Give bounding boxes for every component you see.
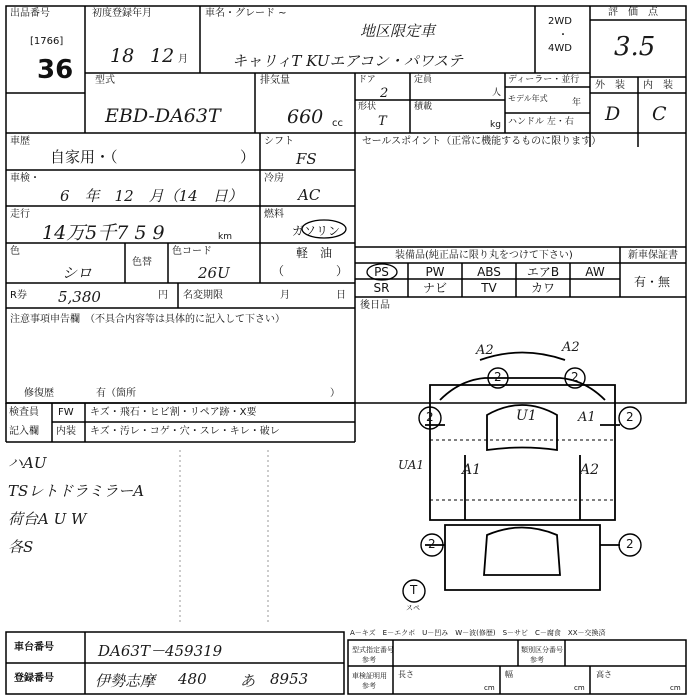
height-label: 高さ xyxy=(596,670,612,679)
warranty-value: 有・無 xyxy=(634,275,671,289)
ext-label: 外 装 xyxy=(595,80,625,91)
tire-mark-fl: 2 xyxy=(426,410,434,424)
shape-label: 形状 xyxy=(358,102,377,112)
reg-kana: あ xyxy=(240,672,256,690)
note-line-1: ハAU xyxy=(8,454,47,472)
equip-abs: ABS xyxy=(477,265,501,279)
spare-label: スペ xyxy=(406,604,420,612)
handle-label: ハンドル 左・右 xyxy=(508,117,574,127)
disp-value: 660 xyxy=(287,106,324,128)
mark-a2-right: A2 xyxy=(562,340,580,355)
int-grade: C xyxy=(652,103,667,125)
repaint-label: 色替 xyxy=(132,257,152,268)
mark-a2-mid: A2 xyxy=(580,462,600,478)
fw-label: FW xyxy=(58,407,74,418)
cert-label: 車検証明用 xyxy=(352,672,387,680)
aircon-label: 冷房 xyxy=(264,173,284,184)
shift-label: シフト xyxy=(264,136,294,147)
equip-aw: AW xyxy=(585,265,605,279)
width-label: 幅 xyxy=(505,670,513,679)
fuel-gasoline: ガソリン xyxy=(292,224,341,238)
reg-number: 8953 xyxy=(270,670,309,688)
recycle-unit: 円 xyxy=(158,290,168,301)
tire-mark-rr: 2 xyxy=(626,537,634,551)
recycle-value: 5,380 xyxy=(58,288,101,306)
equip-navi: ナビ xyxy=(422,281,447,295)
fuel-open: （ xyxy=(272,264,285,278)
inspector-label-2: 記入欄 xyxy=(9,426,39,437)
int-label: 内 装 xyxy=(643,80,673,91)
designation-label: 型式指定番号 xyxy=(352,646,394,654)
score-value: 3.5 xyxy=(614,32,656,62)
repair-yes: 有（箇所 xyxy=(96,388,136,399)
ext-grade: D xyxy=(605,103,621,125)
class-label: 類別区分番号 xyxy=(521,646,563,654)
equip-sr: SR xyxy=(373,281,390,295)
load-unit: kg xyxy=(490,120,501,130)
spare-tire-mark: T xyxy=(410,583,418,597)
mileage-label: 走行 xyxy=(10,209,30,220)
mileage-unit: km xyxy=(218,232,232,242)
recycle-label: R券 xyxy=(10,290,27,301)
model-label: 型式 xyxy=(95,75,115,86)
aircon-value: AC xyxy=(298,186,321,204)
equip-pw: PW xyxy=(425,265,445,279)
mirror-mark-l: 2 xyxy=(494,370,502,384)
mark-a1-top: A1 xyxy=(578,410,596,425)
later-date-label: 後日品 xyxy=(360,300,390,311)
legend-text: A－キズ E－エクボ U－凹み W－波(修歴) S－サビ C－腐食 XX－交換済 xyxy=(350,629,606,637)
history-value: 自家用・（ xyxy=(50,148,118,166)
history-close: ） xyxy=(240,148,256,166)
month-unit: 月 xyxy=(178,54,188,65)
fw-text: キズ・飛石・ヒビ割・リペア跡・X要 xyxy=(90,407,257,418)
model-year-label: モデル年式 xyxy=(508,94,548,103)
lot-number: 36 xyxy=(37,55,74,85)
load-label: 積載 xyxy=(414,102,433,112)
cert-ref: 参考 xyxy=(362,682,376,690)
district-limited: 地区限定車 xyxy=(360,22,436,40)
length-unit: cm xyxy=(484,684,495,692)
interior-text: キズ・汚レ・コゲ・穴・スレ・キレ・破レ xyxy=(90,426,280,437)
fuel-close: ） xyxy=(336,264,349,278)
history-label: 車歴 xyxy=(10,136,30,147)
chassis-label: 車台番号 xyxy=(14,642,54,653)
disp-unit: cc xyxy=(332,118,343,129)
note-line-4: 各S xyxy=(8,538,34,556)
first-reg-label: 初度登録年月 xyxy=(92,8,152,19)
model-value: EBD-DA63T xyxy=(105,105,221,127)
tire-mark-rl: 2 xyxy=(428,537,436,551)
designation-ref: 参考 xyxy=(362,656,376,664)
doors-value: 2 xyxy=(380,86,389,101)
capacity-label: 定員 xyxy=(414,75,433,85)
warranty-label: 新車保証書 xyxy=(628,250,678,261)
equipment-label: 装備品(純正品に限り丸をつけて下さい) xyxy=(395,250,573,261)
color-code-value: 26U xyxy=(198,264,230,282)
model-year-unit: 年 xyxy=(572,98,582,108)
equip-tv: TV xyxy=(481,281,497,295)
color-label: 色 xyxy=(10,246,20,257)
interior-label: 内装 xyxy=(56,426,76,437)
disp-label: 排気量 xyxy=(260,75,290,86)
capacity-unit: 人 xyxy=(492,88,502,98)
shape-value: T xyxy=(378,114,387,129)
mark-a1-mid: A1 xyxy=(462,462,482,478)
car-name-label: 車名・グレード ~ xyxy=(205,8,287,19)
mark-a2-left: A2 xyxy=(476,343,494,358)
mark-u1: U1 xyxy=(516,408,537,424)
shift-value: FS xyxy=(296,150,317,168)
note-line-3: 荷台A U W xyxy=(8,510,87,528)
equip-ps: PS xyxy=(374,265,389,279)
mark-ua1: UA1 xyxy=(398,458,425,472)
reg-month: 12 xyxy=(150,45,175,67)
name-change-month: 月 xyxy=(280,290,290,301)
tire-mark-fr: 2 xyxy=(626,410,634,424)
color-code-label: 色コード xyxy=(172,246,212,257)
notes-label: 注意事項申告欄 （不具合内容等は具体的に記入して下さい） xyxy=(10,314,285,325)
drive-2wd: 2WD xyxy=(548,16,572,27)
name-change-label: 名変期限 xyxy=(183,290,223,301)
width-unit: cm xyxy=(574,684,585,692)
fuel-diesel: 軽 油 xyxy=(296,246,333,260)
color-value: シロ xyxy=(62,264,93,282)
lot-label: 出品番号 xyxy=(10,8,50,19)
chassis-value: DA63T－459319 xyxy=(98,642,223,660)
repair-label: 修復歴 xyxy=(24,388,54,399)
ps-circle xyxy=(365,262,399,282)
equip-airbag: エアB xyxy=(526,265,560,279)
fuel-label: 燃料 xyxy=(264,209,284,220)
score-label: 評 価 点 xyxy=(608,7,658,18)
inspection-label: 車検・ xyxy=(10,173,40,184)
drive-dot: ・ xyxy=(558,30,568,41)
name-change-day: 日 xyxy=(336,290,346,301)
fuel-circle xyxy=(300,218,350,240)
note-line-2: TSレトドラミラーA xyxy=(8,482,145,500)
car-name: キャリィT KUエアコン・パワステ xyxy=(232,52,463,70)
dealer-label: ディーラー・並行 xyxy=(508,75,580,85)
length-label: 長さ xyxy=(398,670,414,679)
lot-sub: [1766] xyxy=(30,36,64,47)
reg-year: 18 xyxy=(110,45,135,67)
height-unit: cm xyxy=(670,684,681,692)
mirror-mark-r: 2 xyxy=(571,370,579,384)
drive-4wd: 4WD xyxy=(548,43,572,54)
inspector-label-1: 検査員 xyxy=(9,407,39,418)
mileage-value: 14万5千7 5 9 xyxy=(42,222,165,244)
reg-area: 伊勢志摩 xyxy=(95,672,156,690)
sales-point-label: セールスポイント（正常に機能するものに限ります） xyxy=(362,136,602,147)
equip-leather: カワ xyxy=(530,281,555,295)
reg-class: 480 xyxy=(178,670,207,688)
doors-label: ドア xyxy=(358,75,376,85)
repair-close: ） xyxy=(330,388,340,399)
registration-label: 登録番号 xyxy=(14,673,54,684)
class-ref: 参考 xyxy=(530,656,544,664)
inspection-value: 6 年 12 月（14 日） xyxy=(60,187,243,205)
